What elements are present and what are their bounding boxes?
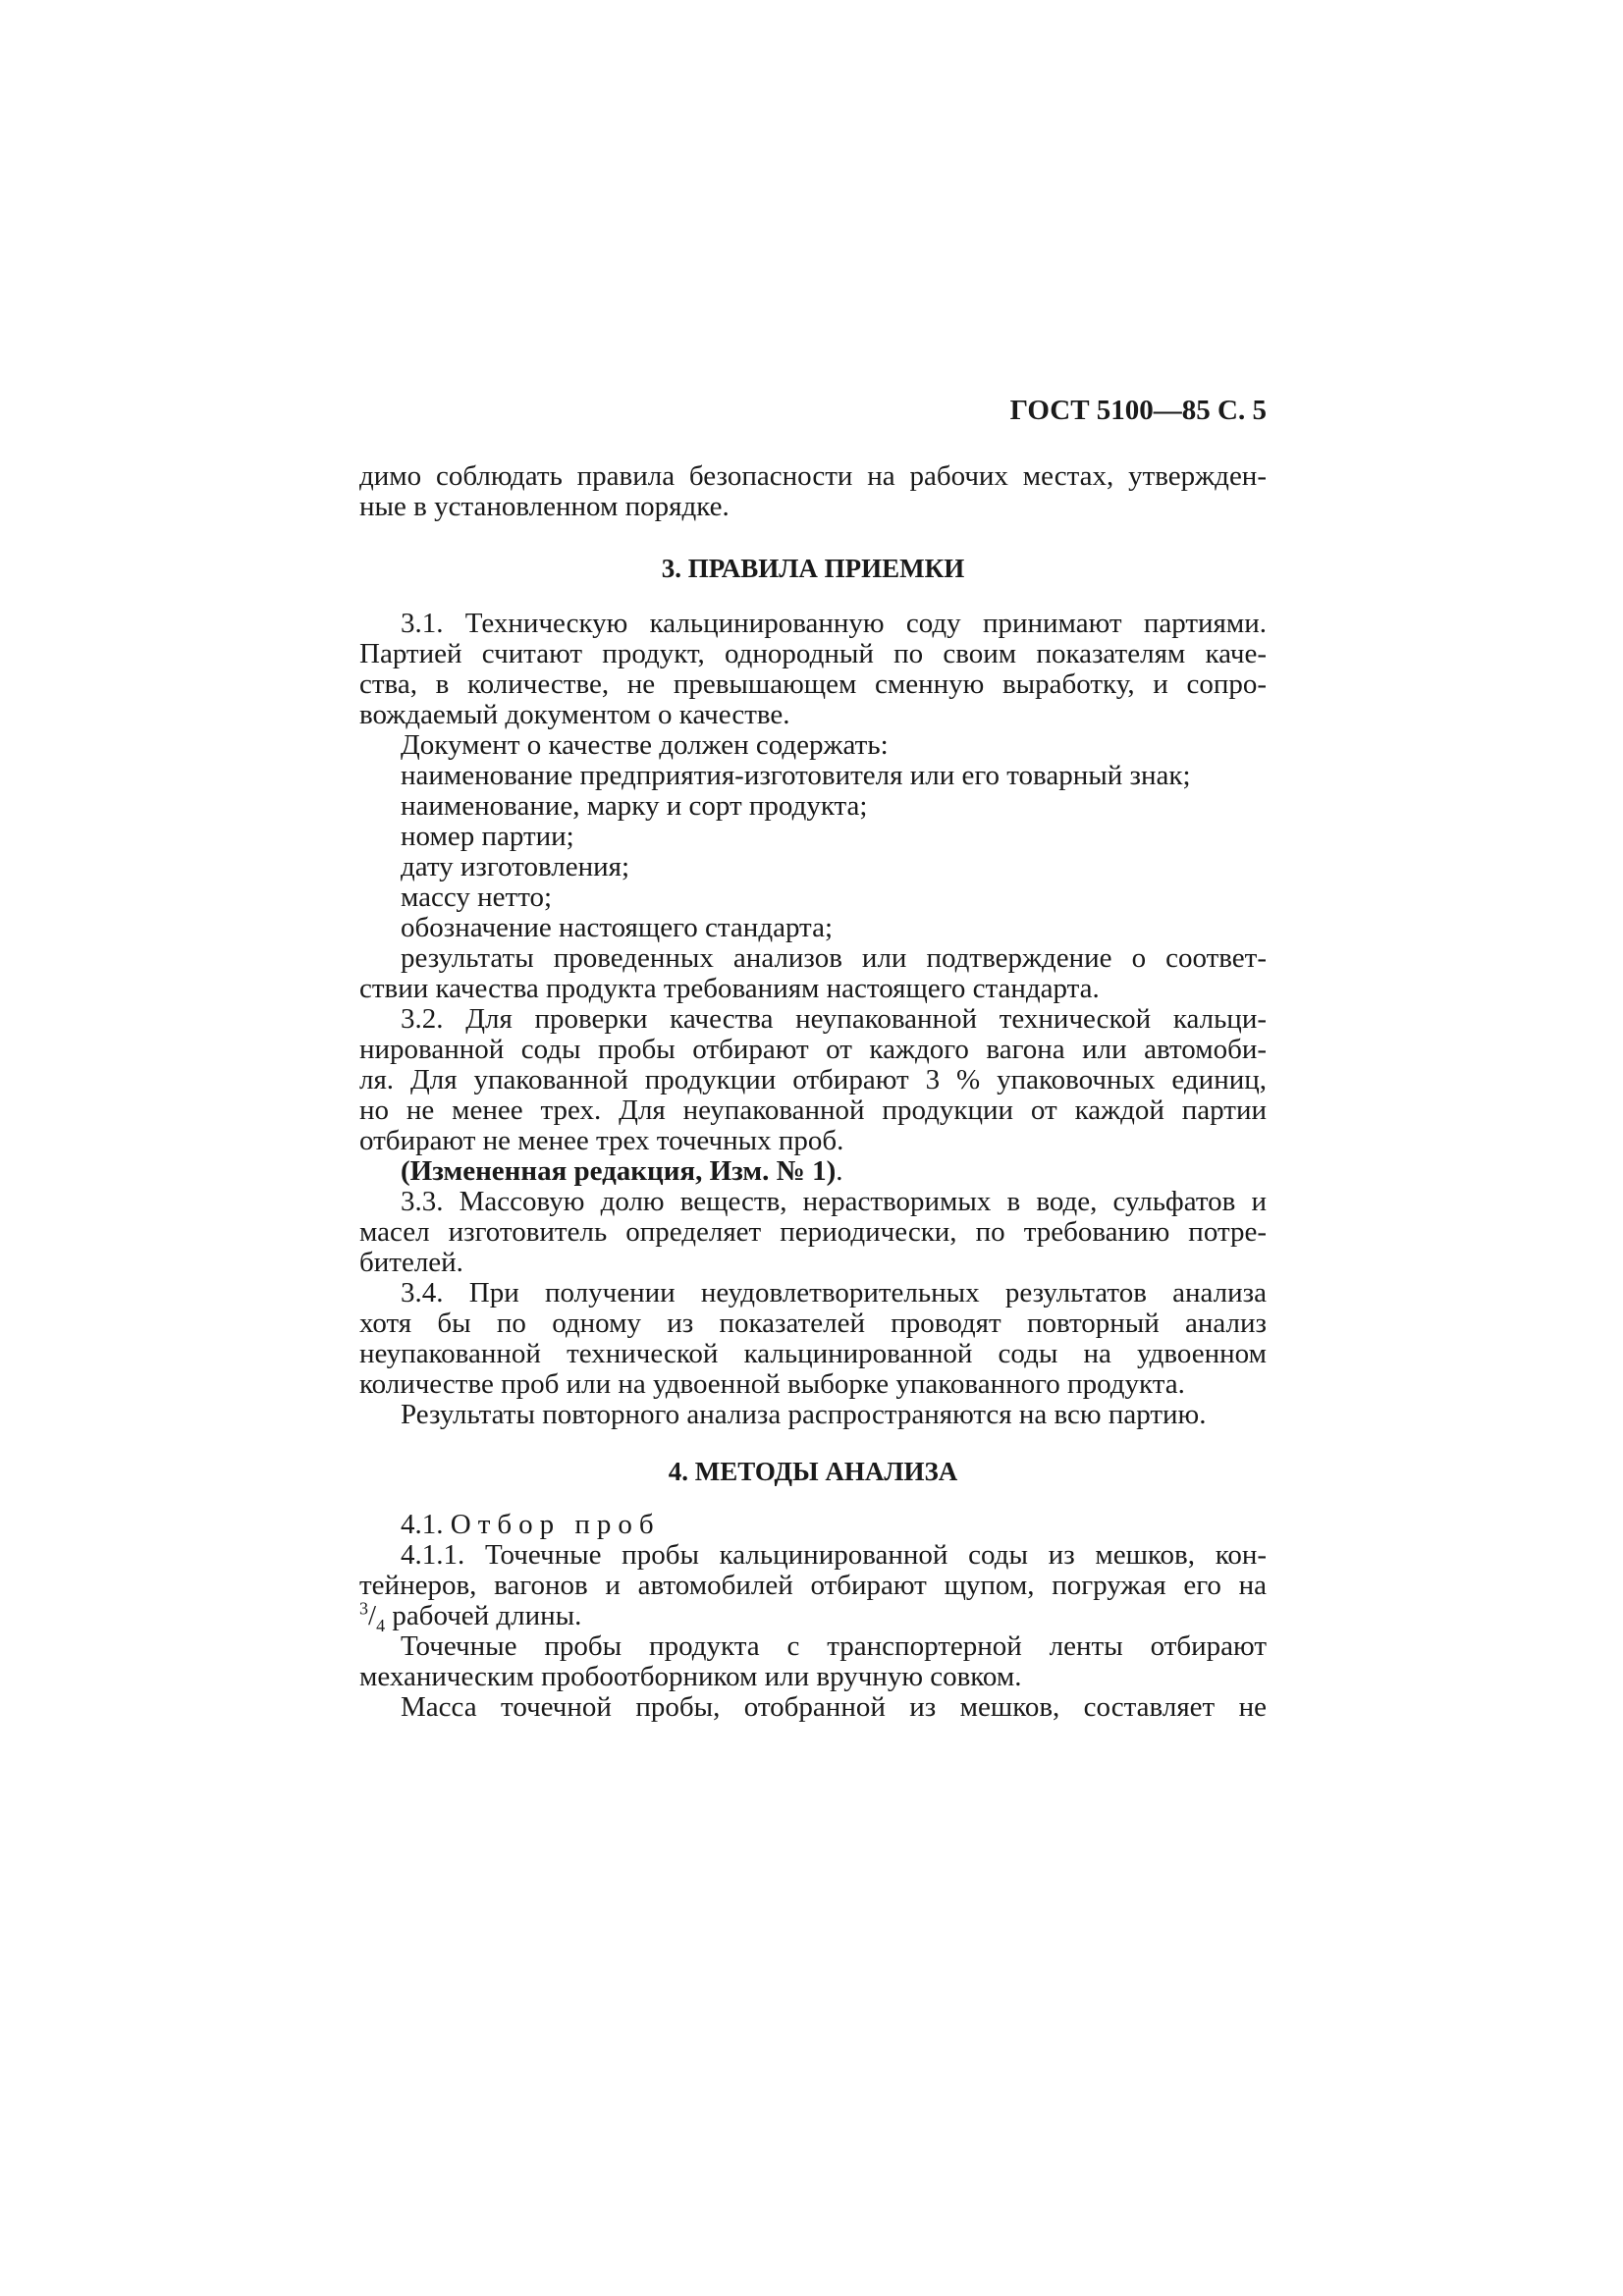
text-line: ля. Для упакованной продукции отбирают 3 % упаковочных единиц, [359, 1064, 1267, 1095]
fraction-tail: рабочей длины. [385, 1600, 582, 1631]
list-item: массу нетто; [401, 881, 553, 913]
text-line: ные в установленном порядке. [359, 491, 730, 522]
text-line: отбирают не менее трех точечных проб. [359, 1125, 844, 1156]
amendment-note [359, 1156, 1267, 1187]
text-line: результаты проведенных анализов или подтверждение о соответ- [401, 942, 1267, 974]
text-line: механическим пробоотборником или вручную совком. [359, 1661, 1022, 1692]
text-line: Документ о качестве должен содержать: [401, 729, 889, 761]
text-line: димо соблюдать правила безопасности на рабочих местах, утвержден- [359, 460, 1267, 492]
fraction-denominator: 4 [376, 1615, 386, 1635]
text-line: Результаты повторного анализа распространяются на всю партию. [401, 1399, 1207, 1430]
text-line: вождаемый документом о качестве. [359, 699, 790, 730]
text-line: нированной соды пробы отбирают от каждого вагона или автомоби- [359, 1034, 1267, 1065]
list-item: номер партии; [401, 821, 574, 852]
subsection-number: 4.1. [401, 1509, 444, 1540]
list-item: наименование, марку и сорт продукта; [401, 790, 868, 822]
list-item: дату изготовления; [401, 851, 630, 882]
list-item: обозначение настоящего стандарта; [401, 912, 834, 943]
text-line: количестве проб или на удвоенной выборке упакованного продукта. [359, 1368, 1185, 1400]
subsection-title: Отбор проб [450, 1509, 661, 1540]
fraction-line: $^3/_4$ рабочей длины. [359, 1598, 582, 1635]
list-item: наименование предприятия-изготовителя или его товарный знак; [401, 760, 1191, 791]
intro-paragraph [359, 461, 1267, 522]
section-3-body [359, 609, 1267, 1430]
text-line: неупакованной технической кальцинированной соды на удвоенном [359, 1338, 1267, 1369]
page-header: ГОСТ 5100—85 С. 5 [1009, 395, 1267, 426]
text-line: хотя бы по одному из показателей проводят повторный анализ [359, 1308, 1267, 1339]
text-line: ства, в количестве, не превышающем сменную выработку, и сопро- [359, 668, 1267, 700]
amendment-label: (Измененная редакция, Изм. № 1) [401, 1155, 837, 1187]
section-4-body [359, 1510, 1267, 1723]
text-line: 3.3. Массовую долю веществ, нерастворимых в воде, сульфатов и [401, 1186, 1267, 1217]
text-line: тейнеров, вагонов и автомобилей отбирают щупом, погружая его на [359, 1570, 1267, 1601]
section-4-heading: 4. МЕТОДЫ АНАЛИЗА [668, 1457, 958, 1486]
text-line: 3.4. При получении неудовлетворительных результатов анализа [401, 1277, 1267, 1308]
text-line: Точечные пробы продукта с транспортерной ленты отбирают [401, 1630, 1267, 1662]
text-line: ствии качества продукта требованиям настоящего стандарта. [359, 973, 1100, 1004]
section-3-heading: 3. ПРАВИЛА ПРИЕМКИ [661, 554, 965, 583]
text-line: 4.1.1. Точечные пробы кальцинированной соды из мешков, кон- [401, 1539, 1267, 1571]
text-line: бителей. [359, 1247, 463, 1278]
amendment-tail: . [836, 1155, 843, 1187]
text-line: масел изготовитель определяет периодически, по требованию потре- [359, 1216, 1267, 1248]
text-line: 3.1. Техническую кальцинированную соду принимают партиями. [401, 608, 1267, 639]
text-line: Партией считают продукт, однородный по своим показателям каче- [359, 638, 1267, 669]
text-line: но не менее трех. Для неупакованной продукции от каждой партии [359, 1095, 1267, 1126]
fraction-numerator: 3 [359, 1598, 368, 1619]
text-line: 3.2. Для проверки качества неупакованной технической кальци- [401, 1003, 1267, 1035]
subsection-heading [359, 1510, 1267, 1540]
text-line: Масса точечной пробы, отобранной из мешков, составляет не [401, 1691, 1267, 1723]
